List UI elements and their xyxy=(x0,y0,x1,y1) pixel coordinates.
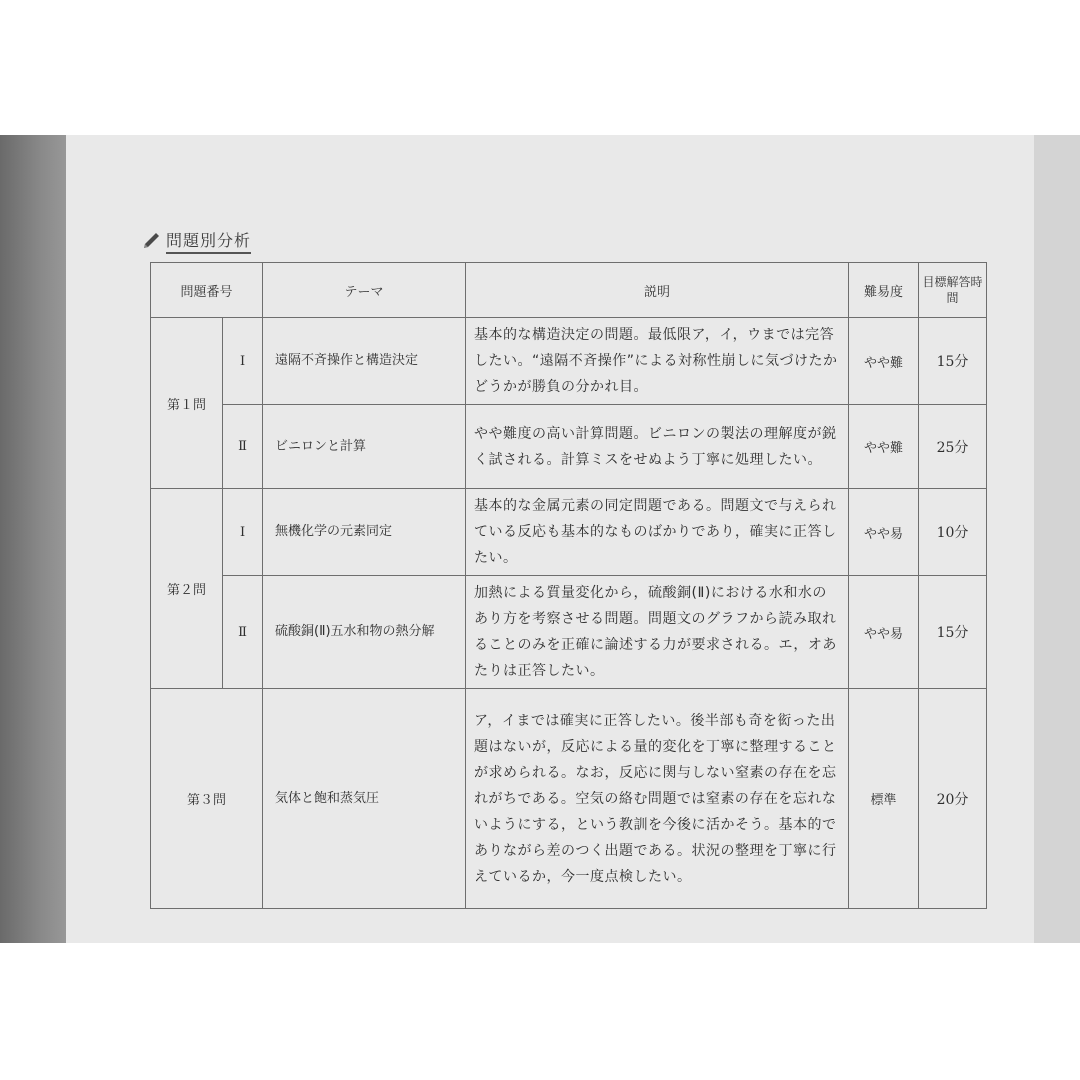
difficulty-cell: やや易 xyxy=(849,576,919,689)
table-header-row xyxy=(151,263,987,318)
time-cell: 10分 xyxy=(919,489,987,576)
pencil-icon xyxy=(142,232,162,250)
description-cell: 基本的な金属元素の同定問題である。問題文で与えられている反応も基本的なものばかりであり，確実に正答したい。 xyxy=(466,489,849,576)
table-row xyxy=(151,689,987,909)
section-title: 問題別分析 xyxy=(166,228,251,254)
description-cell: 基本的な構造決定の問題。最低限ア，イ，ウまでは完答したい。“遠隔不斉操作”による対称性崩しに気づけたかどうかが勝負の分かれ目。 xyxy=(466,318,849,405)
theme-cell: 無機化学の元素同定 xyxy=(263,489,466,576)
header-theme: テーマ xyxy=(263,263,466,318)
header-difficulty: 難易度 xyxy=(849,263,919,318)
dark-background-left xyxy=(0,135,70,943)
difficulty-cell: やや難 xyxy=(849,318,919,405)
theme-cell: 硫酸銅(Ⅱ)五水和物の熱分解 xyxy=(263,576,466,689)
sub-number-cell: Ⅱ xyxy=(223,576,263,689)
header-problem-number: 問題番号 xyxy=(151,263,263,318)
sub-number-cell: Ⅰ xyxy=(223,489,263,576)
theme-cell: 気体と飽和蒸気圧 xyxy=(263,689,466,909)
sub-number-cell: Ⅱ xyxy=(223,405,263,489)
description-cell: 加熱による質量変化から，硫酸銅(Ⅱ)における水和水のあり方を考察させる問題。問題文のグラフから読み取れることのみを正確に論述する力が要求される。エ，オあたりは正答したい。 xyxy=(466,576,849,689)
table-row xyxy=(151,318,987,405)
problem-number-cell: 第１問 xyxy=(151,318,223,489)
table-row xyxy=(151,489,987,576)
analysis-table xyxy=(150,262,987,909)
difficulty-cell: やや易 xyxy=(849,489,919,576)
time-cell: 15分 xyxy=(919,318,987,405)
theme-cell: ビニロンと計算 xyxy=(263,405,466,489)
time-cell: 15分 xyxy=(919,576,987,689)
background-right xyxy=(1034,135,1080,943)
theme-cell: 遠隔不斉操作と構造決定 xyxy=(263,318,466,405)
sub-number-cell: Ⅰ xyxy=(223,318,263,405)
section-heading xyxy=(142,228,251,254)
difficulty-cell: 標準 xyxy=(849,689,919,909)
header-target-time: 目標解答時間 xyxy=(919,263,987,318)
description-cell: やや難度の高い計算問題。ビニロンの製法の理解度が鋭く試される。計算ミスをせぬよう丁寧に処理したい。 xyxy=(466,405,849,489)
problem-number-cell: 第２問 xyxy=(151,489,223,689)
description-cell: ア，イまでは確実に正答したい。後半部も奇を衒った出題はないが，反応による量的変化を丁寧に整理することが求められる。なお，反応に関与しない窒素の存在を忘れがちである。空気の絡む問題では窒素の存在を忘れないようにする，という教訓を今後に活かそう。基本的でありながら差のつく出題である。状況の整理を丁寧に行えているか，今一度点検したい。 xyxy=(466,689,849,909)
header-description: 説明 xyxy=(466,263,849,318)
table-row xyxy=(151,576,987,689)
time-cell: 20分 xyxy=(919,689,987,909)
table-row xyxy=(151,405,987,489)
time-cell: 25分 xyxy=(919,405,987,489)
problem-number-cell: 第３問 xyxy=(151,689,263,909)
difficulty-cell: やや難 xyxy=(849,405,919,489)
